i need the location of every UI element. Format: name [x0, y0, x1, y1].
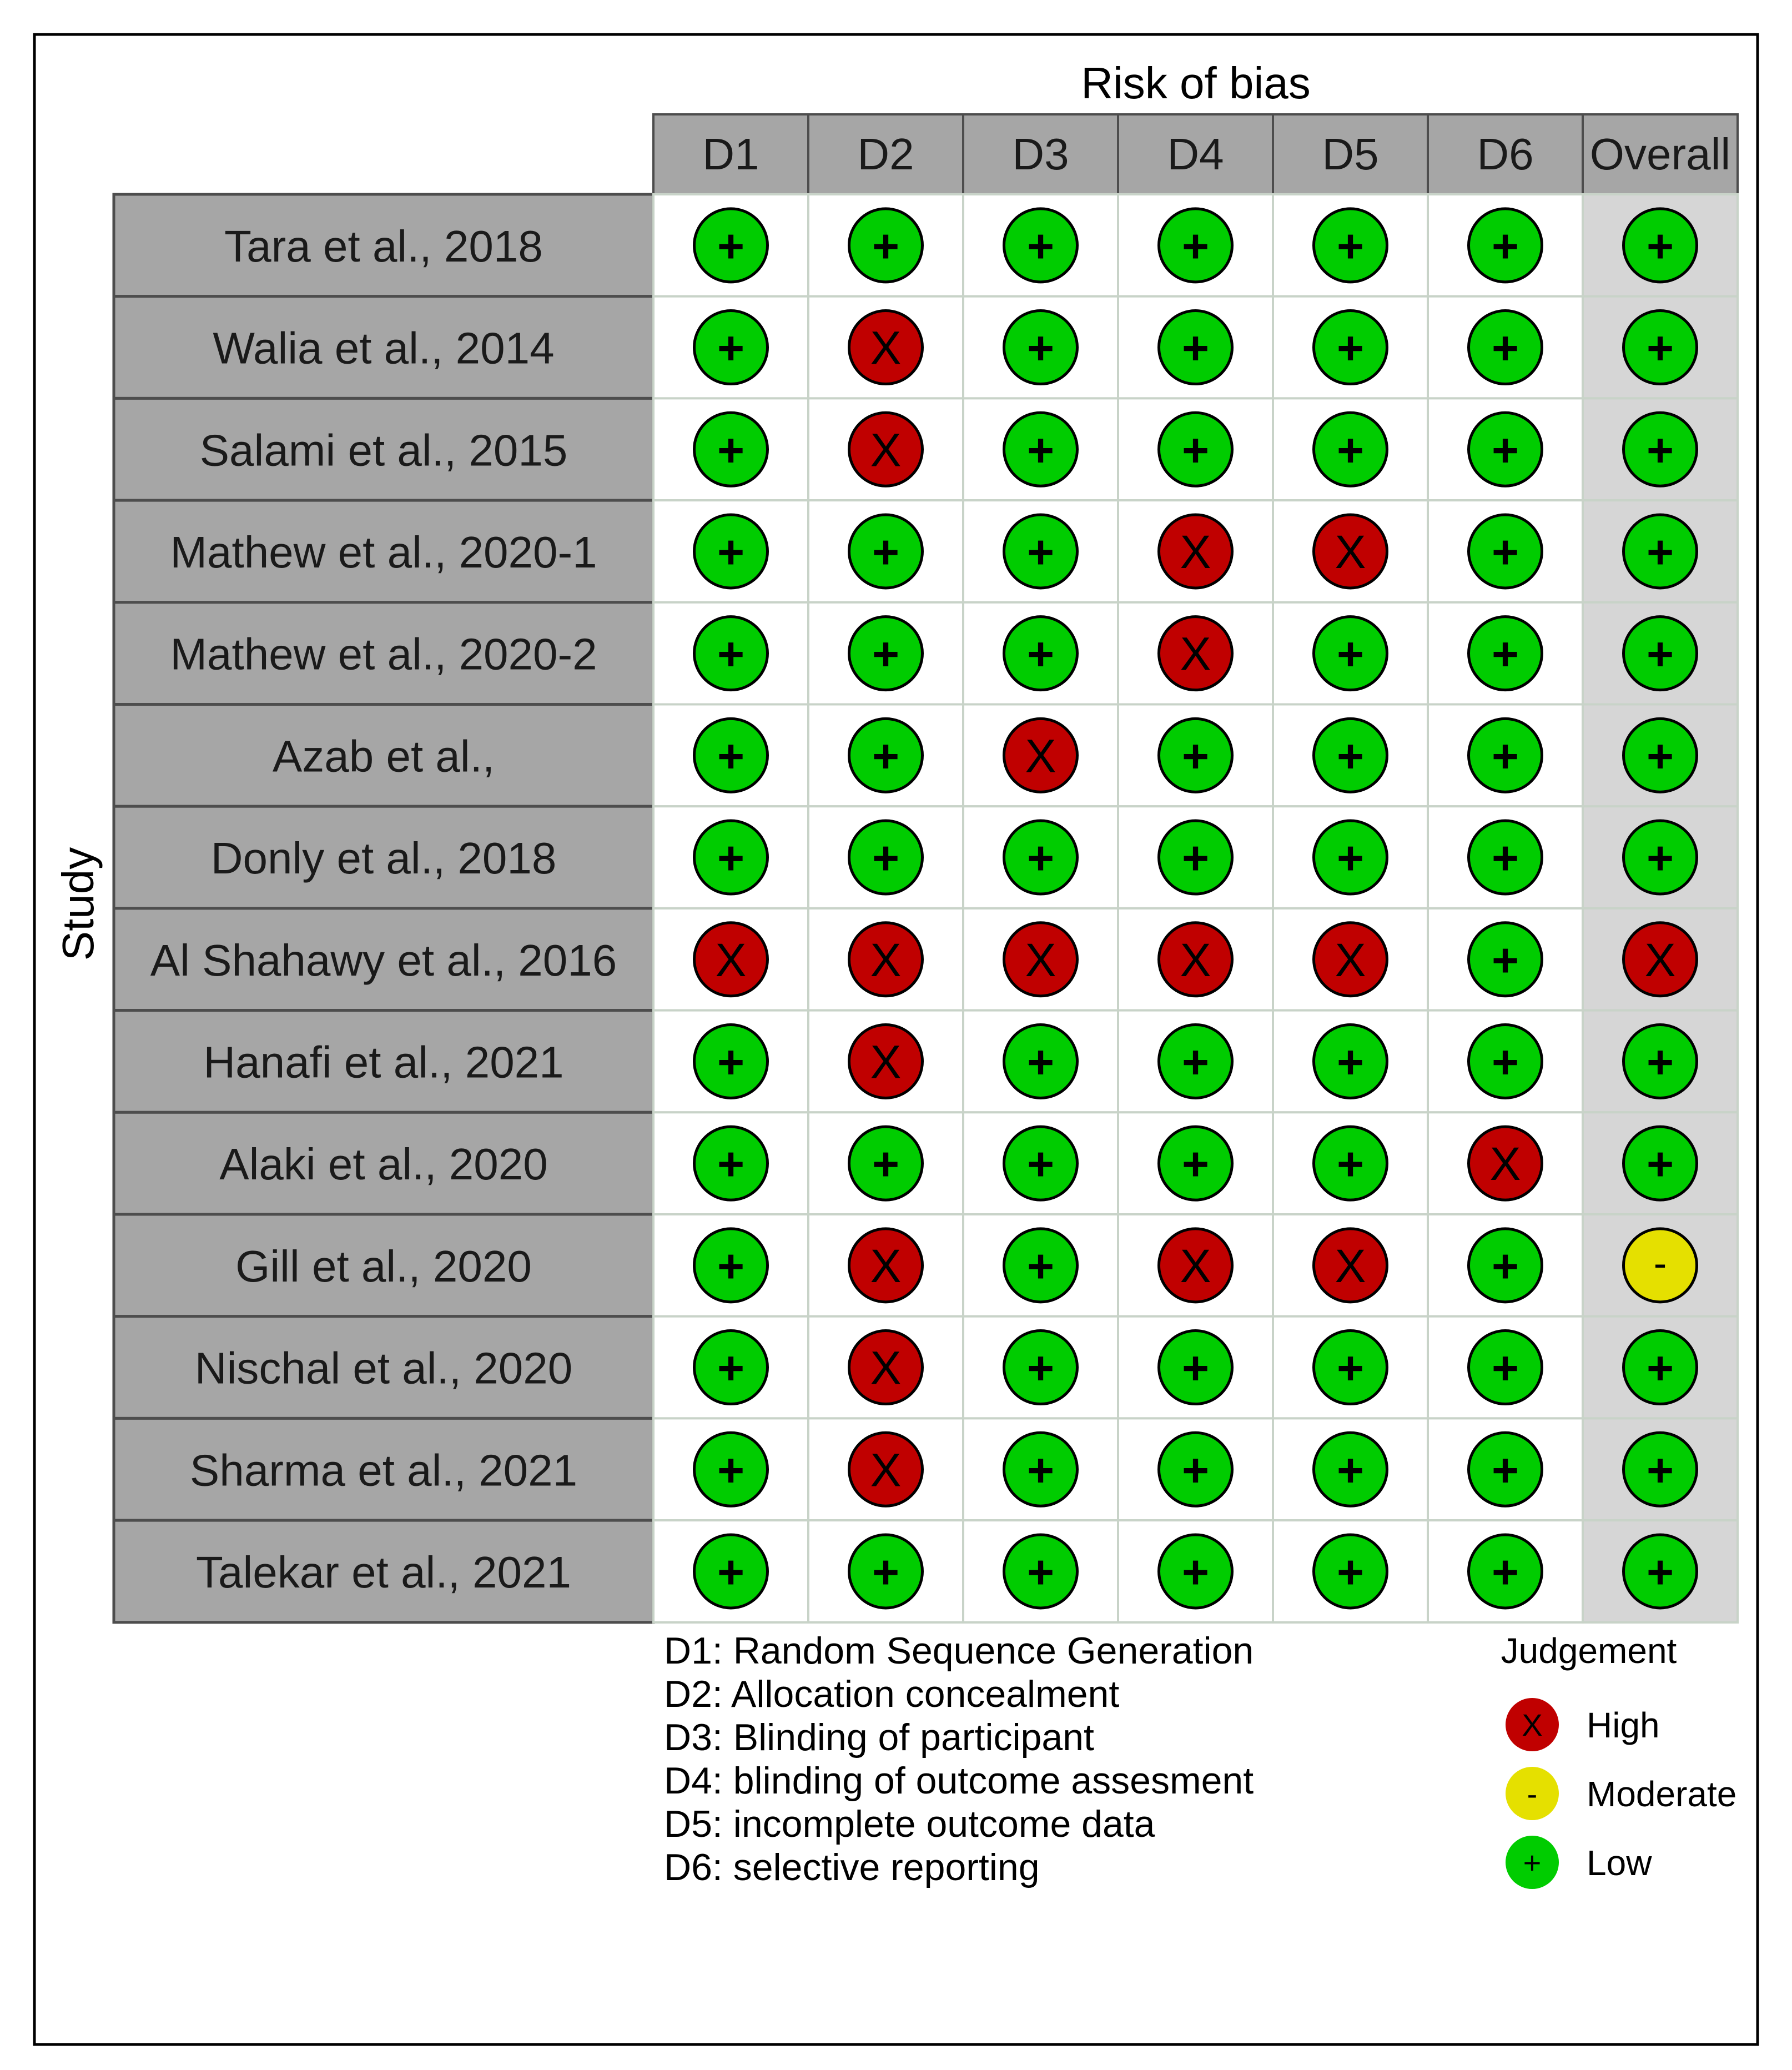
- judgement-symbol: +: [1646, 219, 1674, 272]
- domain-description: D4: blinding of outcome assesment: [664, 1760, 1254, 1802]
- judgement-symbol: +: [1181, 1545, 1210, 1598]
- study-name: Donly et al., 2018: [210, 833, 557, 883]
- judgement-symbol: X: [870, 933, 902, 986]
- study-name: Walia et al., 2014: [213, 323, 555, 373]
- judgement-symbol: X: [1489, 1138, 1521, 1190]
- judgement-symbol: +: [1181, 1444, 1210, 1496]
- judgement-symbol: +: [1181, 1036, 1210, 1088]
- study-name: Azab et al.,: [272, 731, 495, 781]
- judgement-symbol: +: [1181, 730, 1210, 782]
- column-header-label: Overall: [1589, 129, 1731, 179]
- study-name: Hanafi et al., 2021: [203, 1037, 564, 1087]
- column-headers: [653, 114, 1738, 194]
- judgement-symbol: +: [1181, 321, 1210, 374]
- judgement-symbol: +: [717, 627, 745, 680]
- judgement-symbol: +: [1491, 424, 1519, 476]
- study-name: Gill et al., 2020: [235, 1241, 532, 1291]
- y-axis-label: Study: [53, 847, 103, 961]
- study-labels: [114, 194, 653, 1622]
- judgement-symbol: +: [717, 832, 745, 885]
- domain-description: D3: Blinding of participant: [664, 1716, 1094, 1759]
- judgement-symbol: +: [1336, 832, 1365, 885]
- judgement-symbol: +: [1491, 627, 1519, 680]
- judgement-symbol: +: [1026, 832, 1055, 885]
- column-header-label: D6: [1477, 129, 1534, 179]
- study-name: Alaki et al., 2020: [219, 1139, 548, 1189]
- judgement-symbol: X: [870, 321, 902, 374]
- judgement-symbol: X: [1644, 933, 1676, 986]
- judgement-symbol: +: [872, 1138, 900, 1190]
- judgement-symbol: +: [872, 832, 900, 885]
- judgement-symbol: +: [1026, 1036, 1055, 1088]
- judgement-symbol: +: [1491, 730, 1519, 782]
- judgement-symbol: +: [1181, 1138, 1210, 1190]
- legend-title: Judgement: [1501, 1631, 1677, 1671]
- judgement-symbol: +: [1646, 1138, 1674, 1190]
- judgement-symbol: X: [1180, 933, 1211, 986]
- judgement-symbol: +: [872, 627, 900, 680]
- judgement-symbol: X: [870, 424, 902, 476]
- judgement-symbol: +: [1336, 1444, 1365, 1496]
- judgement-symbol: +: [717, 1444, 745, 1496]
- judgement-symbol: +: [872, 730, 900, 782]
- column-header-label: D5: [1322, 129, 1379, 179]
- judgement-symbol: +: [717, 1239, 745, 1292]
- judgement-symbol: +: [717, 219, 745, 272]
- judgement-symbol: +: [717, 730, 745, 782]
- judgement-symbol: +: [1026, 1545, 1055, 1598]
- study-name: Mathew et al., 2020-2: [170, 629, 597, 679]
- judgement-symbol: +: [1646, 1545, 1674, 1598]
- judgement-symbol: +: [1491, 1036, 1519, 1088]
- judgement-symbol: +: [1336, 321, 1365, 374]
- judgement-symbol: X: [1335, 933, 1366, 986]
- judgement-symbol: +: [1026, 219, 1055, 272]
- judgement-symbol: +: [872, 219, 900, 272]
- judgement-symbol: +: [1026, 1239, 1055, 1292]
- judgement-symbol: +: [1336, 1545, 1365, 1598]
- judgement-symbol: +: [1646, 730, 1674, 782]
- judgement-symbol: +: [717, 1036, 745, 1088]
- judgement-symbol: +: [1646, 832, 1674, 885]
- judgement-symbol: +: [1181, 424, 1210, 476]
- column-header-label: D2: [857, 129, 914, 179]
- column-header-label: D3: [1012, 129, 1069, 179]
- legend-label: Moderate: [1587, 1774, 1737, 1814]
- judgement-symbol: +: [1026, 424, 1055, 476]
- judgement-symbol: +: [1491, 1239, 1519, 1292]
- judgement-symbol: X: [1180, 525, 1211, 578]
- column-header-label: D1: [702, 129, 759, 179]
- judgement-symbol: +: [1646, 627, 1674, 680]
- judgement-symbol: +: [1336, 730, 1365, 782]
- judgement-symbol: X: [1180, 627, 1211, 680]
- legend-symbol: -: [1527, 1776, 1538, 1811]
- judgement-symbol: +: [1336, 219, 1365, 272]
- judgement-symbol: -: [1653, 1241, 1667, 1285]
- judgement-symbol: +: [872, 525, 900, 578]
- study-name: Al Shahawy et al., 2016: [150, 935, 617, 985]
- study-name: Salami et al., 2015: [199, 425, 568, 475]
- judgement-symbol: +: [1336, 1036, 1365, 1088]
- judgement-symbol: +: [1026, 1444, 1055, 1496]
- judgement-symbol: +: [717, 424, 745, 476]
- judgement-symbol: +: [1181, 219, 1210, 272]
- judgement-symbol: +: [1646, 424, 1674, 476]
- judgement-symbol: +: [1491, 1444, 1519, 1496]
- judgement-symbol: +: [1336, 1138, 1365, 1190]
- judgement-symbol: +: [1491, 1545, 1519, 1598]
- study-name: Sharma et al., 2021: [189, 1445, 578, 1495]
- judgement-symbol: X: [1025, 730, 1056, 782]
- study-name: Nischal et al., 2020: [194, 1343, 573, 1393]
- domain-description: D2: Allocation concealment: [664, 1673, 1120, 1715]
- judgement-symbol: +: [1491, 321, 1519, 374]
- judgement-symbol: +: [717, 321, 745, 374]
- judgement-symbol: +: [1646, 1342, 1674, 1394]
- chart-title: Risk of bias: [1081, 58, 1311, 108]
- judgement-symbol: X: [1335, 1239, 1366, 1292]
- judgement-symbol: +: [872, 1545, 900, 1598]
- column-header-label: D4: [1167, 129, 1224, 179]
- judgement-symbol: +: [717, 1342, 745, 1394]
- judgement-symbol: X: [1180, 1239, 1211, 1292]
- judgement-symbol: +: [717, 1138, 745, 1190]
- judgement-symbol: +: [717, 1545, 745, 1598]
- domain-description: D1: Random Sequence Generation: [664, 1630, 1254, 1672]
- judgement-symbol: +: [1646, 525, 1674, 578]
- judgement-symbol: +: [717, 525, 745, 578]
- judgement-symbol: +: [1491, 832, 1519, 885]
- domain-description: D6: selective reporting: [664, 1846, 1040, 1888]
- judgement-symbol: +: [1336, 424, 1365, 476]
- legend-label: High: [1587, 1705, 1660, 1745]
- legend-label: Low: [1587, 1843, 1652, 1883]
- study-name: Talekar et al., 2021: [196, 1547, 571, 1597]
- judgement-symbol: +: [1336, 627, 1365, 680]
- study-name: Mathew et al., 2020-1: [170, 527, 597, 577]
- judgement-symbol: +: [1026, 525, 1055, 578]
- legend-symbol: +: [1523, 1845, 1542, 1880]
- domain-description: D5: incomplete outcome data: [664, 1803, 1155, 1845]
- judgement-symbol: X: [870, 1444, 902, 1496]
- judgement-symbol: +: [1646, 321, 1674, 374]
- legend-symbol: X: [1522, 1707, 1543, 1742]
- study-name: Tara et al., 2018: [224, 221, 543, 271]
- judgement-symbol: +: [1181, 832, 1210, 885]
- judgement-symbol: X: [715, 933, 747, 986]
- judgement-symbol: +: [1181, 1342, 1210, 1394]
- judgement-symbol: +: [1026, 1138, 1055, 1190]
- judgement-symbol: +: [1646, 1444, 1674, 1496]
- judgement-symbol: +: [1491, 1342, 1519, 1394]
- judgement-symbol: +: [1026, 321, 1055, 374]
- judgement-symbol: +: [1026, 1342, 1055, 1394]
- judgement-symbol: +: [1026, 627, 1055, 680]
- judgement-symbol: +: [1491, 219, 1519, 272]
- judgement-symbol: X: [870, 1342, 902, 1394]
- judgement-symbol: +: [1336, 1342, 1365, 1394]
- judgement-symbol: X: [870, 1239, 902, 1292]
- judgement-symbol: +: [1491, 933, 1519, 986]
- judgement-symbol: X: [870, 1036, 902, 1088]
- judgement-symbol: X: [1025, 933, 1056, 986]
- judgement-symbol: +: [1491, 525, 1519, 578]
- judgement-grid: [653, 194, 1738, 1622]
- judgement-symbol: +: [1646, 1036, 1674, 1088]
- judgement-symbol: X: [1335, 525, 1366, 578]
